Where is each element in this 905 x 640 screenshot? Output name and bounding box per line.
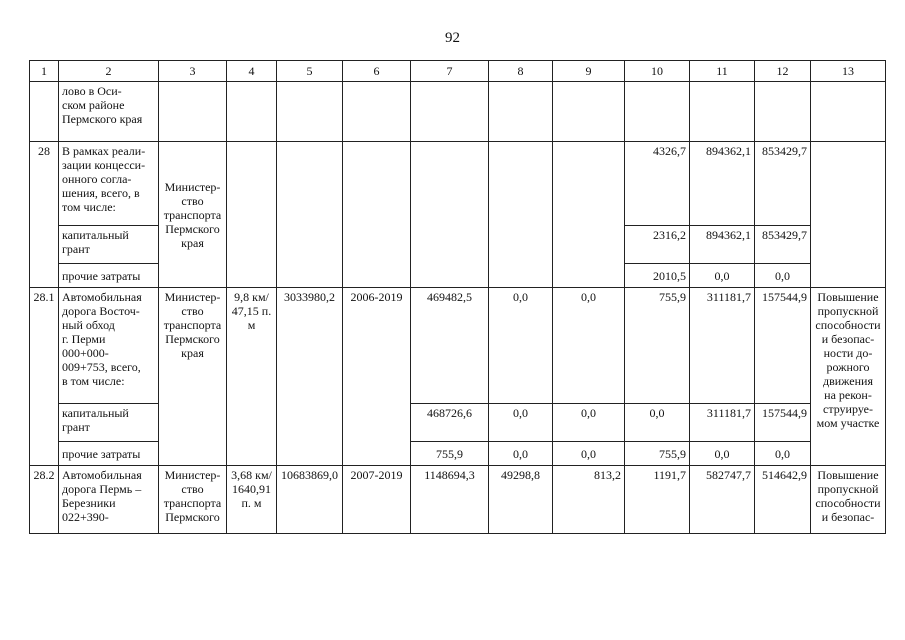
- value-cell-10: 755,9: [625, 442, 690, 466]
- header-cell-8: 8: [489, 61, 553, 82]
- empty-cell: [625, 82, 690, 142]
- name-cell: Автомобильная дорога Восточ- ный обход г. Перми 000+000- 009+753, всего, в том числе:: [59, 288, 159, 404]
- empty-cell: [227, 82, 277, 142]
- row-number-cell: 28.1: [30, 288, 59, 466]
- table-row-28-2: [30, 466, 886, 534]
- empty-cell: [489, 82, 553, 142]
- value-cell-12: 157544,9: [755, 404, 811, 442]
- row-number-cell: 28: [30, 142, 59, 288]
- value-cell-9: 0,0: [553, 442, 625, 466]
- budget-table: [29, 60, 886, 534]
- period-cell: 2006-2019: [343, 288, 411, 466]
- table-row-28-1-sub1: [30, 404, 886, 442]
- header-cell-2: 2: [59, 61, 159, 82]
- value-cell-12: 853429,7: [755, 226, 811, 264]
- value-cell-12: 853429,7: [755, 142, 811, 226]
- name-cell: капитальный грант: [59, 226, 159, 264]
- empty-cell: [411, 142, 489, 288]
- header-cell-11: 11: [690, 61, 755, 82]
- value-cell-10: 2010,5: [625, 264, 690, 288]
- header-cell-12: 12: [755, 61, 811, 82]
- value-cell-12: 157544,9: [755, 288, 811, 404]
- value-cell-5: 10683869,0: [277, 466, 343, 534]
- name-cell: Автомобильная дорога Пермь – Березники 022+390-: [59, 466, 159, 534]
- executor-cell: Министер- ство транспорта Пермского края: [159, 142, 227, 288]
- value-cell-11: 311181,7: [690, 404, 755, 442]
- empty-cell: [811, 82, 886, 142]
- value-cell-12: 0,0: [755, 264, 811, 288]
- value-cell-9: 0,0: [553, 404, 625, 442]
- empty-cell: [755, 82, 811, 142]
- period-cell: 2007-2019: [343, 466, 411, 534]
- empty-cell: [690, 82, 755, 142]
- empty-cell: [811, 142, 886, 288]
- header-cell-7: 7: [411, 61, 489, 82]
- header-cell-5: 5: [277, 61, 343, 82]
- empty-cell: [489, 142, 553, 288]
- value-cell-7: 468726,6: [411, 404, 489, 442]
- value-cell-5: 3033980,2: [277, 288, 343, 466]
- table-row-28-1: [30, 288, 886, 404]
- empty-cell: [227, 142, 277, 288]
- executor-cell: Министер- ство транспорта Пермского края: [159, 288, 227, 466]
- header-cell-1: 1: [30, 61, 59, 82]
- value-cell-7: 755,9: [411, 442, 489, 466]
- empty-cell: [343, 82, 411, 142]
- value-cell-7: 1148694,3: [411, 466, 489, 534]
- name-cell: прочие затраты: [59, 264, 159, 288]
- value-cell-10: 2316,2: [625, 226, 690, 264]
- value-cell-11: 582747,7: [690, 466, 755, 534]
- header-cell-4: 4: [227, 61, 277, 82]
- value-cell-10: 0,0: [625, 404, 690, 442]
- value-cell-10: 1191,7: [625, 466, 690, 534]
- value-cell-11: 0,0: [690, 442, 755, 466]
- name-cell: капитальный грант: [59, 404, 159, 442]
- table-header-row: [30, 61, 886, 82]
- value-cell-9: 0,0: [553, 288, 625, 404]
- result-cell: Повышение пропускной способности и безопас-: [811, 466, 886, 534]
- value-cell-11: 0,0: [690, 264, 755, 288]
- header-cell-13: 13: [811, 61, 886, 82]
- header-cell-9: 9: [553, 61, 625, 82]
- value-cell-7: 469482,5: [411, 288, 489, 404]
- value-cell-11: 894362,1: [690, 226, 755, 264]
- value-cell-10: 755,9: [625, 288, 690, 404]
- result-cell: Повышение пропускной способности и безопас- ности до- рожного движения на рекон- струируе- мом участке: [811, 288, 886, 466]
- header-cell-10: 10: [625, 61, 690, 82]
- row-number-cell: 28.2: [30, 466, 59, 534]
- table-row-28-1-sub2: [30, 442, 886, 466]
- row-number-cell: [30, 82, 59, 142]
- value-cell-9: 813,2: [553, 466, 625, 534]
- executor-cell: Министер- ство транспорта Пермского: [159, 466, 227, 534]
- value-cell-8: 0,0: [489, 442, 553, 466]
- empty-cell: [553, 82, 625, 142]
- empty-cell: [553, 142, 625, 288]
- value-cell-10: 4326,7: [625, 142, 690, 226]
- value-cell-8: 0,0: [489, 288, 553, 404]
- table-row-28: [30, 142, 886, 226]
- header-cell-3: 3: [159, 61, 227, 82]
- value-cell-12: 514642,9: [755, 466, 811, 534]
- header-cell-6: 6: [343, 61, 411, 82]
- name-cell: лово в Оси- ском районе Пермского края: [59, 82, 159, 142]
- empty-cell: [343, 142, 411, 288]
- length-cell: 9,8 км/ 47,15 п. м: [227, 288, 277, 466]
- page-number: 92: [445, 30, 460, 46]
- name-cell: прочие затраты: [59, 442, 159, 466]
- value-cell-11: 894362,1: [690, 142, 755, 226]
- value-cell-8: 0,0: [489, 404, 553, 442]
- name-cell: В рамках реали- зации концесси- онного согла- шения, всего, в том числе:: [59, 142, 159, 226]
- empty-cell: [277, 142, 343, 288]
- value-cell-8: 49298,8: [489, 466, 553, 534]
- empty-cell: [411, 82, 489, 142]
- table-row: [30, 82, 886, 142]
- value-cell-12: 0,0: [755, 442, 811, 466]
- length-cell: 3,68 км/ 1640,91 п. м: [227, 466, 277, 534]
- empty-cell: [277, 82, 343, 142]
- value-cell-11: 311181,7: [690, 288, 755, 404]
- empty-cell: [159, 82, 227, 142]
